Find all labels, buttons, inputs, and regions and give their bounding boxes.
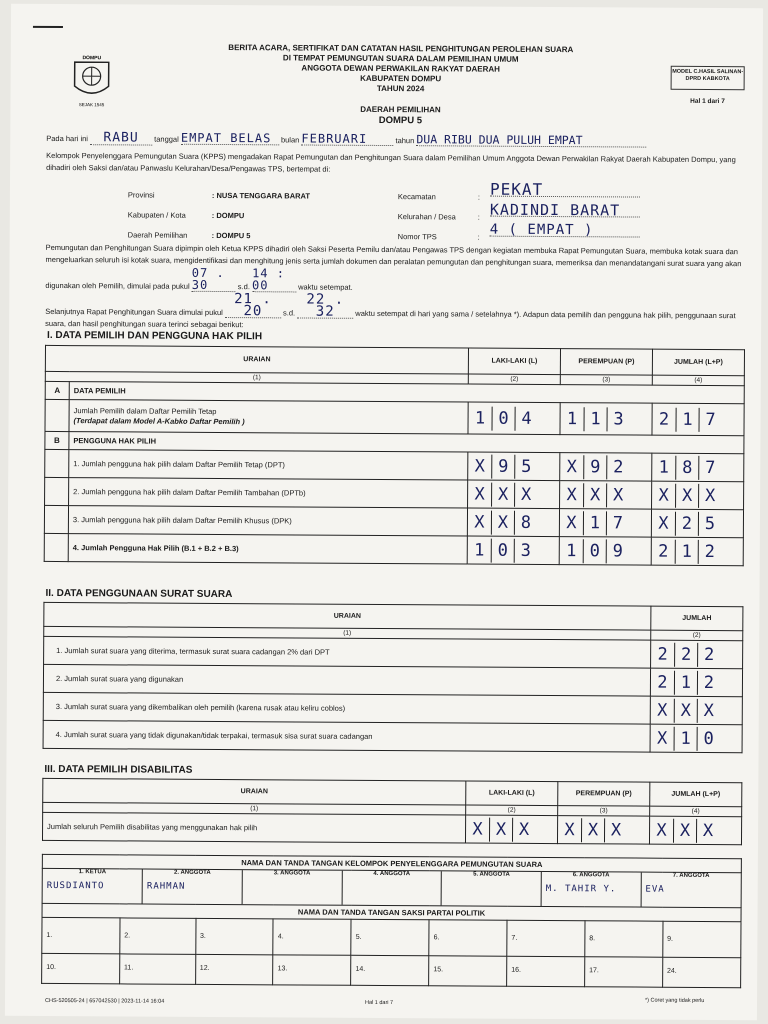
kpps-signer-3: 3. ANGGOTA: [242, 870, 342, 905]
count-paragraph: [45, 292, 745, 334]
kpps-signer-2: 2. ANGGOTA RAHMAN: [142, 870, 242, 905]
s1-a-row1-j: 2 1 7: [652, 403, 744, 436]
footer-code: CHS-520505-24 | 657042530 | 2023-11-14 16:04: [44, 997, 165, 1005]
tanggal-field: EMPAT BELAS: [181, 132, 279, 146]
table-row: 4. Jumlah surat suara yang tidak digunakan/tidak terpakai, termasuk sisa surat suara cadangan X 1 0: [43, 720, 742, 752]
saksi-row-1: 1. 2. 3. 4. 5. 6. 7. 8. 9.: [42, 917, 741, 957]
s1-a-row1-l: 1 0 4: [468, 402, 560, 435]
table-row: 1. Jumlah pengguna hak pilih dalam Daftar Pemilih Tetap (DPT) X 9 5 X 9 2 1 8 7: [45, 449, 744, 481]
procedure-paragraph: [45, 242, 745, 296]
s1-a-code: A: [45, 381, 69, 399]
bulan-label: bulan: [280, 135, 300, 145]
tahun-field: DUA RIBU DUA PULUH EMPAT: [416, 133, 646, 147]
hari-field: RABU: [90, 132, 152, 145]
kelurahan-label: Kelurahan / Desa: [397, 212, 456, 222]
s1-b-title: PENGGUNA HAK PILIH: [69, 432, 744, 454]
kecamatan-field: PEKAT: [490, 184, 640, 198]
table-disabilitas: [42, 778, 742, 845]
bulan-field: FEBRUARI: [301, 132, 393, 146]
table-data-pemilih: [44, 345, 745, 566]
tahun-label: tahun: [395, 136, 415, 146]
kelurahan-field: KADINDI BARAT: [490, 204, 640, 218]
tps-label: Nomor TPS: [397, 232, 437, 242]
logo-text-bottom: SEJAK 1545: [78, 102, 105, 108]
header-line-3: ANGGOTA DEWAN PERWAKILAN RAKYAT DAERAH: [301, 63, 501, 74]
s3-col-uraian: URAIAN: [43, 778, 466, 805]
dapil-label: Daerah Pemilihan: [127, 230, 188, 240]
kpps-signer-4: 4. ANGGOTA: [342, 871, 442, 906]
s3-num-3: (3): [558, 806, 650, 817]
kpps-signer-6: 6. ANGGOTA M. TAHIR Y.: [541, 872, 641, 907]
kpps-signature-title: NAMA DAN TANDA TANGAN KELOMPOK PENYELENGGARA PEMUNGUTAN SUARA: [42, 854, 741, 872]
s2-num-2: (2): [651, 630, 743, 641]
s1-num-2: (2): [468, 374, 560, 385]
section-3-title: III. DATA PEMILIH DISABILITAS: [44, 763, 193, 776]
s1-num-1: (1): [45, 371, 468, 384]
s3-col-l: LAKI-LAKI (L): [466, 781, 558, 806]
waktu-setempat-label: waktu setempat.: [298, 282, 353, 292]
location-block: Provinsi : NUSA TENGGARA BARAT Kabupaten / Kota : DOMPU Daerah Pemilihan : DOMPU 5 Kecamatan : PEKAT Kelurahan / Desa : KADINDI BARAT Nomor TPS : 4 ( EMPAT ): [128, 185, 748, 249]
s1-a-title: DATA PEMILIH: [69, 382, 744, 404]
s1-a-row1-text: Jumlah Pemilih dalam Daftar Pemilih Tetap: [73, 405, 217, 416]
s3-num-1: (1): [43, 802, 466, 815]
kabupaten-label: Kabupaten / Kota: [127, 210, 186, 220]
s1-a-row1-p: 1 1 3: [560, 403, 652, 436]
kpps-signer-1: 1. KETUA RUSDIANTO: [43, 869, 143, 904]
table-row: 3. Jumlah pengguna hak pilih dalam Daftar Pemilih Khusus (DPK) X X 8 X 1 7 X 2 5: [44, 505, 743, 537]
s1-a-row1-note: (Terdapat dalam Model A-Kabko Daftar Pemilih ): [73, 415, 245, 426]
end-time-field: 14 : 00: [252, 267, 296, 292]
s1-num-3: (3): [560, 375, 652, 386]
s2-num-1: (1): [44, 626, 651, 640]
table-row: 4. Jumlah Pengguna Hak Pilih (B.1 + B.2 + B.3) 1 0 3 1 0 9 2 1 2: [44, 533, 743, 565]
section-2-title: II. DATA PENGGUNAAN SURAT SUARA: [45, 587, 233, 601]
s1-a-row1-label: [69, 400, 468, 434]
dapil-value: : DOMPU 5: [211, 230, 251, 241]
s3-num-2: (2): [466, 805, 558, 816]
provinsi-label: Provinsi: [127, 190, 155, 200]
intro-paragraph: Kelompok Penyelenggara Pemungutan Suara (KPPS) mengadakan Rapat Pemungutan dan Penghitungan Suara dalam Pemilihan Umum Anggota Dewan Perwakilan Rakyat Daerah Kabupaten Dompu, yang dihadiri oleh Saksi dan/atau Panwaslu Kelurahan/Desa/Pengawas TPS, bertempat di:: [46, 150, 736, 174]
tanggal-label: tanggal: [154, 134, 179, 144]
kabupaten-value: : DOMPU: [211, 210, 245, 221]
s3-col-j: JUMLAH (L+P): [650, 782, 742, 807]
logo-text-top: DOMPU: [82, 55, 102, 62]
s1-col-uraian: URAIAN: [45, 345, 468, 374]
s2-col-jumlah: JUMLAH: [651, 606, 743, 631]
saksi-row-2: 10. 11. 12. 13. 14. 15. 16. 17. 24.: [42, 953, 741, 987]
daerah-value: DOMPU 5: [378, 114, 423, 127]
kpps-signer-5: 5. ANGGOTA: [441, 871, 541, 906]
provinsi-value: : NUSA TENGGARA BARAT: [211, 190, 311, 201]
table-row: Jumlah seluruh Pemilih disabilitas yang menggunakan hak pilih X X X X X X X X X: [42, 812, 741, 844]
header-line-1: BERITA ACARA, SERTIFIKAT DAN CATATAN HASIL PENGHITUNGAN PEROLEHAN SUARA: [228, 43, 574, 55]
tps-field: 4 ( EMPAT ): [490, 224, 640, 238]
s3-num-4: (4): [650, 806, 742, 817]
s1-col-j: JUMLAH (L+P): [652, 349, 744, 376]
saksi-signature-title: NAMA DAN TANDA TANGAN SAKSI PARTAI POLITIK: [42, 903, 741, 921]
s1-col-p: PEREMPUAN (P): [560, 349, 652, 376]
table-row: 3. Jumlah surat suara yang dikembalikan oleh pemilih (karena rusak atau keliru coblos) X X X: [43, 692, 742, 724]
count-start-field: 21 . 20: [225, 293, 281, 318]
intro-line: [46, 131, 746, 149]
count-end-field: 22 . 32: [297, 293, 353, 318]
model-label-box: MODEL C.HASIL SALINAN-DPRD KABKOTA: [671, 66, 745, 90]
table-row: 2. Jumlah surat suara yang digunakan 2 1 2: [43, 664, 742, 696]
kecamatan-label: Kecamatan: [397, 192, 436, 202]
table-row: 1. Jumlah surat suara yang diterima, termasuk surat suara cadangan 2% dari DPT 2 2 2: [44, 636, 743, 668]
header-line-2: DI TEMPAT PEMUNGUTAN SUARA DALAM PEMILIHAN UMUM: [282, 53, 519, 64]
page-number-top: Hal 1 dari 7: [690, 97, 725, 106]
table-row: 2. Jumlah pengguna hak pilih dalam Daftar Pemilih Tambahan (DPTb) X X X X X X X X X: [45, 477, 744, 509]
s1-col-l: LAKI-LAKI (L): [468, 348, 560, 375]
section-1-title: I. DATA PEMILIH DAN PENGGUNA HAK PILIH: [47, 329, 263, 343]
corner-mark: [33, 26, 63, 28]
start-time-field: 07 . 30: [192, 267, 236, 292]
document-header: [161, 43, 641, 96]
header-line-5: TAHUN 2024: [376, 83, 425, 94]
s1-b-code: B: [45, 431, 69, 449]
footer-page: Hal 1 dari 7: [364, 999, 394, 1007]
sd-label-2: s.d.: [282, 308, 296, 318]
count-text-a: Selanjutnya Rapat Penghitungan Suara dimulai pukul: [45, 306, 223, 318]
s3-col-p: PEREMPUAN (P): [558, 782, 650, 807]
procedure-text: Pemungutan dan Penghitungan Suara dipimpin oleh Ketua KPPS dihadiri oleh Saksi Peserta Pemilu dan/atau Pengawas TPS dengan kegiatan membuka Rapat Pemungutan Suara, membuka kotak suara dan mengeluarkan seluruh isi kotak suara, mengidentifikasi dan menghitung jenis serta jumlah dokumen dan peralatan pemungutan dan penghitungan suara, memeriksa dan menandatangani surat suara yang akan digunakan oleh Pemilih, dimulai pada pukul: [45, 242, 742, 291]
daerah-label: DAERAH PEMILIHAN: [360, 104, 441, 115]
form-page: [5, 4, 763, 1021]
daerah-pemilihan: [260, 103, 540, 127]
s1-num-4: (4): [652, 375, 744, 386]
footer-note: *) Coret yang tidak perlu: [645, 997, 705, 1004]
sd-label-1: s.d.: [237, 282, 250, 292]
table-surat-suara: [43, 602, 744, 753]
count-text-b: waktu setempat di hari yang sama / setelahnya *). Adapun data pemilih dan pengguna hak pilih, penggunaan surat suara, dan hasil penghitungan suara terinci sebagai berikut:: [45, 308, 736, 330]
dompu-logo: [68, 52, 114, 108]
pada-hari-ini-label: Pada hari ini: [46, 133, 89, 144]
s2-col-uraian: URAIAN: [44, 602, 651, 630]
header-line-4: KABUPATEN DOMPU: [360, 73, 442, 84]
kpps-signer-7: 7. ANGGOTA EVA: [645, 872, 710, 895]
signature-table: [41, 854, 742, 988]
